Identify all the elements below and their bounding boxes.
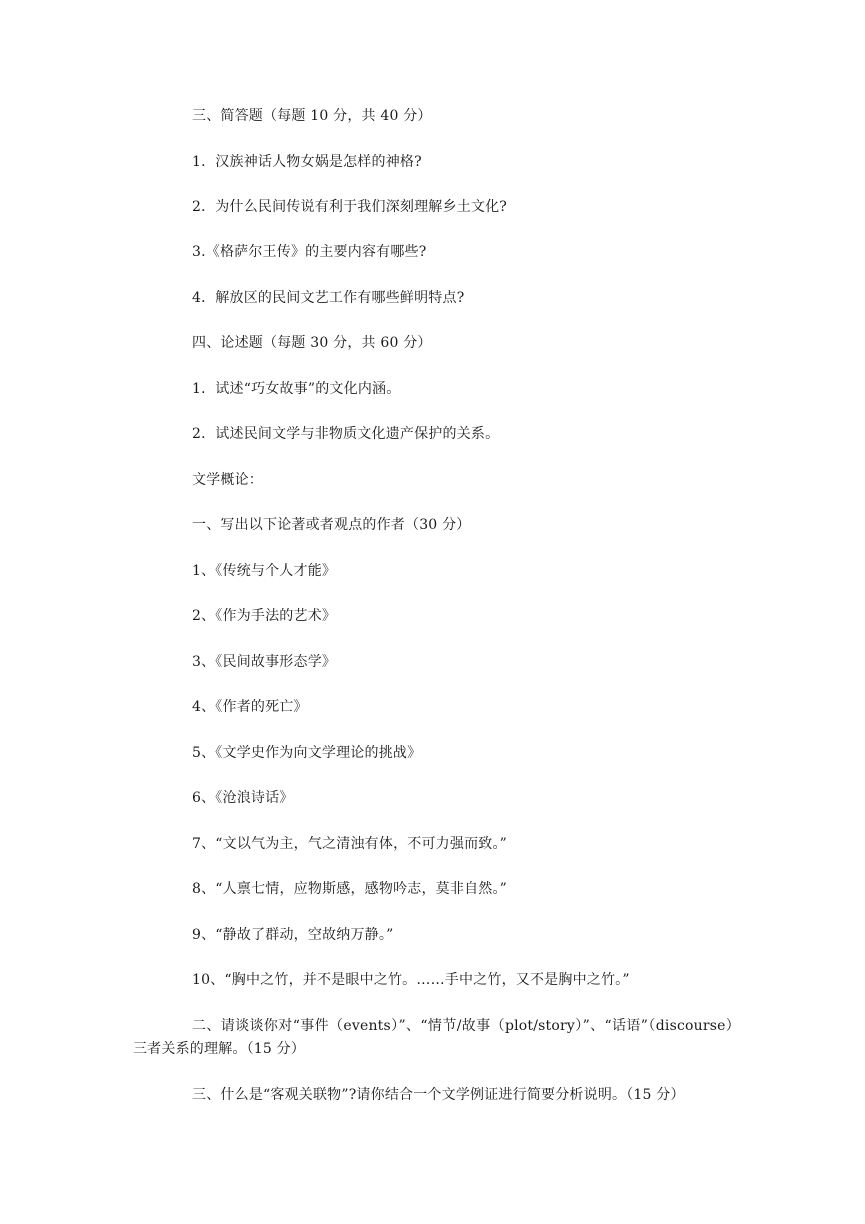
short-answer-question-4: 4．解放区的民间文艺工作有哪些鲜明特点? xyxy=(192,290,465,306)
author-item-8: 8、“人禀七情，应物斯感，感物吟志，莫非自然。” xyxy=(192,881,508,897)
short-answer-question-2: 2．为什么民间传说有利于我们深刻理解乡土文化? xyxy=(192,199,508,215)
author-item-1: 1、《传统与个人才能》 xyxy=(192,563,337,579)
essay-question-1: 1．试述“巧女故事”的文化内涵。 xyxy=(192,381,401,397)
author-item-7: 7、“文以气为主，气之清浊有体，不可力强而致。” xyxy=(192,836,508,852)
short-answer-question-3: 3.《格萨尔王传》的主要内容有哪些? xyxy=(192,244,427,260)
literary-theory-title: 文学概论： xyxy=(192,472,263,488)
author-item-9: 9、“静故了群动，空故纳万静。” xyxy=(192,927,394,943)
short-answer-heading: 三、简答题（每题 10 分，共 40 分） xyxy=(192,108,432,124)
essay-question-2: 2．试述民间文学与非物质文化遗产保护的关系。 xyxy=(192,426,500,442)
author-item-6: 6、《沧浪诗话》 xyxy=(192,790,294,806)
literary-theory-part1-heading: 一、写出以下论著或者观点的作者（30 分） xyxy=(192,517,471,533)
essay-heading: 四、论述题（每题 30 分，共 60 分） xyxy=(192,335,432,351)
author-item-10: 10、“胸中之竹，并不是眼中之竹。……手中之竹，又不是胸中之竹。” xyxy=(192,972,630,988)
literary-theory-part3: 三、什么是“客观关联物”?请你结合一个文学例证进行简要分析说明。（15 分） xyxy=(192,1087,685,1103)
literary-theory-part2: 二、请谈谈你对“事件（events）”、“情节/故事（plot/story）”、“话语”（discourse）三者关系的理解。（15 分） xyxy=(133,1018,733,1057)
author-item-5: 5、《文学史作为向文学理论的挑战》 xyxy=(192,745,422,761)
author-item-2: 2、《作为手法的艺术》 xyxy=(192,608,337,624)
short-answer-question-1: 1．汉族神话人物女娲是怎样的神格? xyxy=(192,154,422,170)
author-item-3: 3、《民间故事形态学》 xyxy=(192,654,337,670)
author-item-4: 4、《作者的死亡》 xyxy=(192,699,308,715)
